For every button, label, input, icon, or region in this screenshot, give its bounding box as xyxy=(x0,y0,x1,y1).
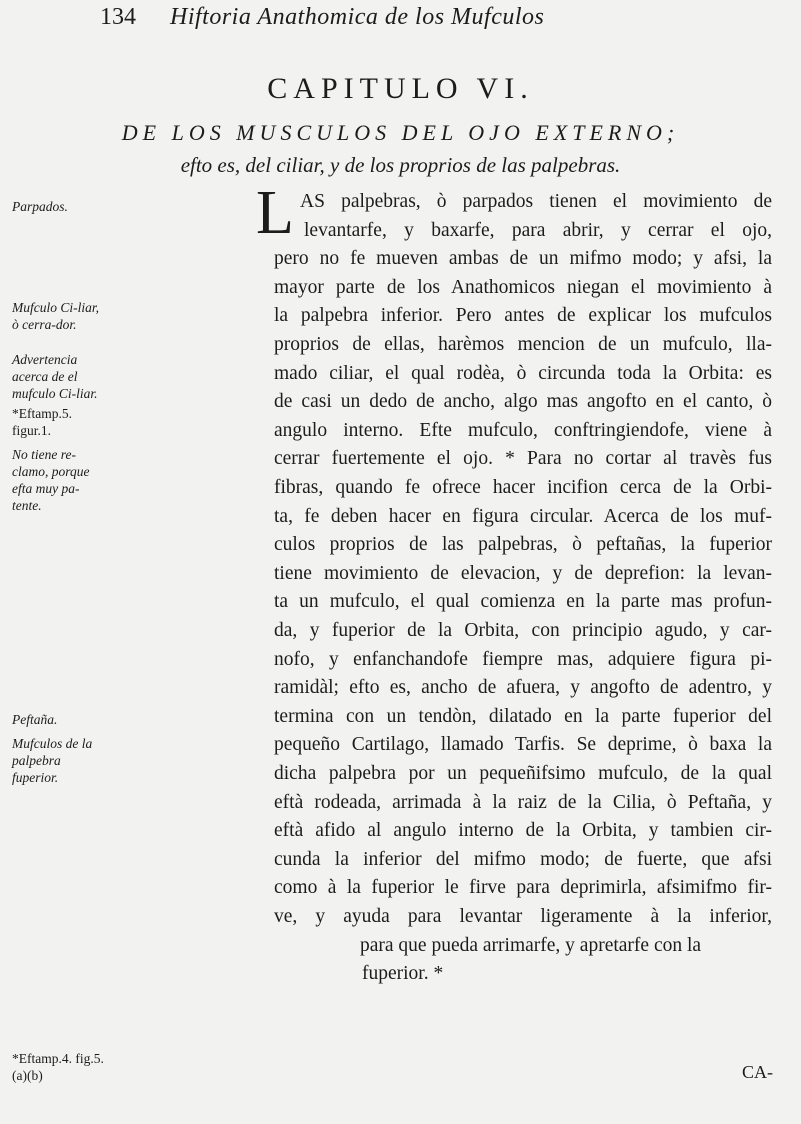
text-line: mayor parte de los Anathomicos niegan el movimiento à xyxy=(274,276,772,298)
text-line: nofo, y enfanchandofe fiempre mas, adquiere figura pi- xyxy=(274,648,772,670)
text-line: pequeño Cartilago, llamado Tarfis. Se deprime, ò baxa la xyxy=(274,734,772,756)
text-line: para que pueda arrimarfe, y apretarfe con la xyxy=(360,934,702,956)
text-line: ramidàl; efto es, ancho de afuera, y angofto de adentro, y xyxy=(274,677,772,699)
text-line: pero no fe mueven ambas de un mifmo modo; y afsi, la xyxy=(274,248,772,270)
text-line: da, y fuperior de la Orbita, con principio agudo, y car- xyxy=(274,620,772,641)
margin-note-musculo-ciliar: Mufculo Ci-liar, ò cerra-dor. xyxy=(12,300,99,332)
margin-note-musculos-palpebra: Mufculos de la palpebra fuperior. xyxy=(12,736,93,785)
text-line: dicha palpebra por un pequeñifsimo mufculo, de la qual xyxy=(274,763,772,784)
text-line: eftà rodeada, arrimada à la raiz de la Cilia, ò Peftaña, y xyxy=(274,791,772,813)
text-line: fuperior. * xyxy=(362,963,444,985)
page-number: 134 xyxy=(100,4,136,30)
text-line: de casi un dedo de ancho, algo mas angofto en el canto, ò xyxy=(274,391,772,413)
text-line: AS palpebras, ò parpados tienen el movimiento de xyxy=(300,191,772,212)
running-title: Hiftoria Anathomica de los Mufculos xyxy=(170,4,545,30)
text-line: fibras, quando fe ofrece hacer incifion cerca de la Orbi- xyxy=(274,477,772,498)
text-line: angulo interno. Efte mufculo, conftringiendofe, viene à xyxy=(274,419,772,441)
margin-note-estamp-1: *Eftamp.5. figur.1. xyxy=(12,406,72,438)
margin-note-advertencia: Advertencia acerca de el mufculo Ci-liar. xyxy=(12,352,98,401)
catchword: CA- xyxy=(742,1062,773,1082)
text-line: ve, y ayuda para levantar ligeramente à la inferior, xyxy=(274,906,772,927)
text-line: ta, fe deben hacer en figura circular. Acerca de los muf- xyxy=(274,505,772,527)
text-line: ta un mufculo, el qual comienza en la parte mas profun- xyxy=(274,591,772,613)
text-line: culos proprios de las palpebras, ò peftañas, la fuperior xyxy=(274,534,772,556)
chapter-title: CAPITULO VI. xyxy=(267,72,534,105)
running-head xyxy=(100,4,740,34)
margin-note-no-tiene-reclamo: No tiene re-clamo, porque efta muy pa-tente. xyxy=(12,447,90,513)
text-line: como à la fuperior le firve para deprimirla, afsimifmo fir- xyxy=(274,877,772,899)
text-line: tiene movimiento de elevacion, y de deprefion: la levan- xyxy=(274,562,772,584)
chapter-subtitle-2: efto es, del ciliar, y de los proprios de las palpebras. xyxy=(180,153,621,177)
text-line: eftà afido al angulo interno de la Orbita, y tambien cir- xyxy=(274,820,772,842)
margin-note-estamp-2: *Eftamp.4. fig.5.(a)(b) xyxy=(12,1051,104,1083)
text-line: termina con un tendòn, dilatado en la parte fuperior del xyxy=(274,705,772,727)
drop-cap: L xyxy=(256,179,294,247)
margin-note-parpados: Parpados. xyxy=(12,199,68,214)
text-line: proprios de ellas, harèmos mencion de un mufculo, lla- xyxy=(274,334,772,355)
text-line: cerrar fuertemente el ojo. * Para no cortar al travès fus xyxy=(274,448,772,470)
chapter-subtitle: DE LOS MUSCULOS DEL OJO EXTERNO; xyxy=(121,120,680,145)
text-line: levantarfe, y baxarfe, para abrir, y cerrar el ojo, xyxy=(304,219,772,241)
text-line: mado ciliar, el qual rodèa, ò circunda toda la Orbita: es xyxy=(274,362,772,384)
margin-note-pestana: Peftaña. xyxy=(12,712,58,727)
text-line: cunda la inferior del mifmo modo; de fuerte, que afsi xyxy=(274,848,772,870)
text-line: la palpebra inferior. Pero antes de explicar los mufculos xyxy=(274,305,772,327)
